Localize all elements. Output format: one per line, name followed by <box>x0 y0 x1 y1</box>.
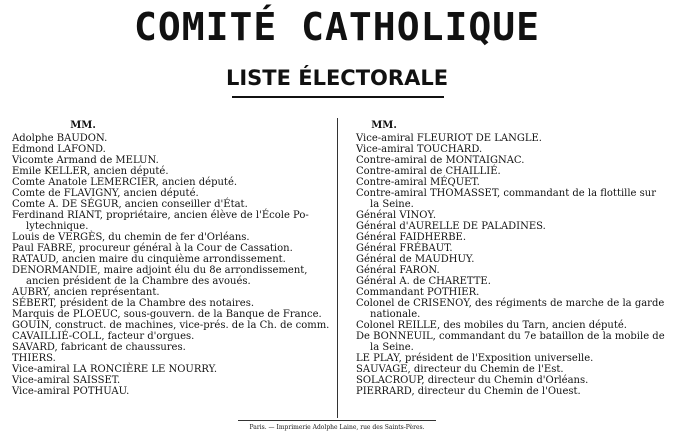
poster-subtitle: LISTE ÉLECTORALE <box>225 66 449 90</box>
printer-imprint: Paris. — Imprimerie Adolphe Laine, rue des Saints-Pères. <box>249 424 425 431</box>
candidate-entry-continuation: la Seine. <box>370 342 414 353</box>
candidate-entry: RATAUD, ancien maire du cinquième arrondissement. <box>12 254 286 265</box>
candidate-entry: Général FARON. <box>356 265 440 276</box>
candidate-entry: Comte de FLAVIGNY, ancien député. <box>12 188 199 199</box>
left-column-header: MM. <box>70 120 96 131</box>
right-column <box>356 120 668 397</box>
candidate-entry: Ferdinand RIANT, propriétaire, ancien élève de l'École Po- <box>12 210 309 221</box>
candidate-entry: Marquis de PLOEUC, sous-gouvern. de la Banque de France. <box>12 309 322 320</box>
candidate-entry: Vice-amiral TOUCHARD. <box>356 144 483 155</box>
candidate-entry: CAVAILLIÉ-COLL, facteur d'orgues. <box>12 331 195 342</box>
candidate-entry: Général A. de CHARETTE. <box>356 276 491 287</box>
candidate-entry: Général VINOY. <box>356 210 436 221</box>
candidate-entry: Vice-amiral LA RONCIÈRE LE NOURRY. <box>12 364 218 375</box>
candidate-entry: Paul FABRE, procureur général à la Cour de Cassation. <box>12 243 293 254</box>
candidate-entry: Emile KELLER, ancien député. <box>12 166 169 177</box>
candidate-entry: Colonel REILLE, des mobiles du Tarn, ancien député. <box>356 320 627 331</box>
candidate-entry: Général d'AURELLE DE PALADINES. <box>356 221 546 232</box>
candidate-entry: De BONNEUIL, commandant du 7e bataillon de la mobile de <box>356 331 665 342</box>
subtitle-underline <box>232 96 444 98</box>
candidate-entry: Vice-amiral SAISSET. <box>12 375 121 386</box>
candidate-entry-continuation: ancien président de la Chambre des avoués. <box>26 276 251 287</box>
candidate-entry: GOUIN, construct. de machines, vice-prés. de la Ch. de comm. <box>12 320 330 331</box>
candidate-entry: Commandant POTHIER. <box>356 287 480 298</box>
candidate-entry-continuation: nationale. <box>370 309 421 320</box>
poster-title: COMITÉ CATHOLIQUE <box>134 5 540 49</box>
candidate-entry: SAVARD, fabricant de chaussures. <box>12 342 186 353</box>
candidate-entry: SÉBERT, président de la Chambre des notaires. <box>12 298 255 309</box>
candidate-entry: Contre-amiral MÉQUET. <box>356 177 480 188</box>
candidate-entry: Edmond LAFOND. <box>12 144 106 155</box>
candidate-entry: Vice-amiral POTHUAU. <box>12 386 130 397</box>
candidate-entry: SAUVAGE, directeur du Chemin de l'Est. <box>356 364 564 375</box>
candidate-entry: Colonel de CRISENOY, des régiments de marche de la garde <box>356 298 665 309</box>
candidate-entry: Adolphe BAUDON. <box>12 133 108 144</box>
candidate-entry: Général de MAUDHUY. <box>356 254 475 265</box>
candidate-entry: DENORMANDIE, maire adjoint élu du 8e arrondissement, <box>12 265 308 276</box>
candidate-entry: Général FRÉBAUT. <box>356 243 453 254</box>
candidate-entry-continuation: lytechnique. <box>26 221 89 232</box>
candidate-entry: Louis de VERGÈS, du chemin de fer d'Orléans. <box>12 232 250 243</box>
candidate-entry: LE PLAY, président de l'Exposition universelle. <box>356 353 594 364</box>
candidate-entry: Contre-amiral de CHAILLIÉ. <box>356 166 501 177</box>
candidate-entry: THIERS. <box>12 353 56 364</box>
right-column-header: MM. <box>371 120 397 131</box>
candidate-entry: Général FAIDHERBE. <box>356 232 467 243</box>
candidate-entry: PIERRARD, directeur du Chemin de l'Ouest. <box>356 386 581 397</box>
candidate-entry: Comte Anatole LEMERCIER, ancien député. <box>12 177 238 188</box>
left-column <box>12 120 330 397</box>
candidate-entry: Vicomte Armand de MELUN. <box>12 155 159 166</box>
candidate-entry: SOLACROUP, directeur du Chemin d'Orléans. <box>356 375 589 386</box>
candidate-entry: AUBRY, ancien représentant. <box>12 287 160 298</box>
footer-divider <box>238 420 436 421</box>
candidate-entry-continuation: la Seine. <box>370 199 414 210</box>
candidate-entry: Vice-amiral FLEURIOT DE LANGLE. <box>356 133 542 144</box>
candidate-entry: Contre-amiral THOMASSET, commandant de la flottille sur <box>356 188 656 199</box>
candidate-entry: Contre-amiral de MONTAIGNAC. <box>356 155 525 166</box>
candidate-entry: Comte A. DE SÉGUR, ancien conseiller d'État. <box>12 199 248 210</box>
column-divider <box>337 118 338 418</box>
